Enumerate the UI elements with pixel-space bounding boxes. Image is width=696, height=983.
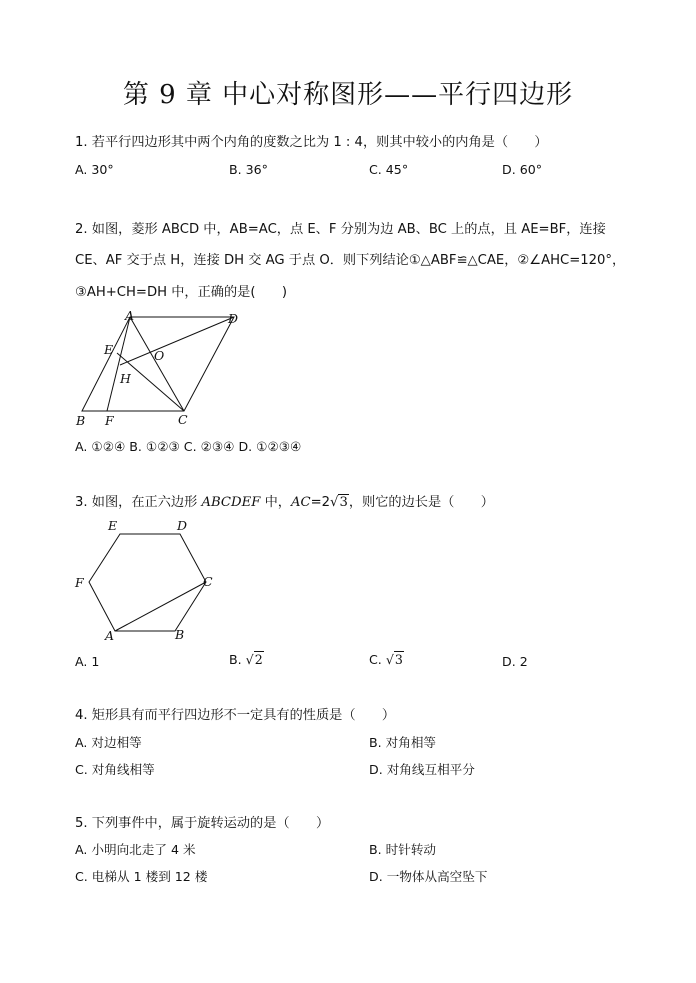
label-b: B bbox=[175, 627, 185, 642]
label-f: F bbox=[105, 413, 114, 428]
question-2-line-2: CE、AF 交于点 H，连接 DH 交 AG 于点 O．则下列结论①△ABF≌△CAE，②∠AHC=120°， bbox=[75, 253, 626, 268]
diagonal-ac bbox=[115, 582, 206, 631]
q3-mid: 中， bbox=[260, 495, 291, 510]
q3-option-c-sqrt: √3 bbox=[385, 652, 403, 667]
q3-option-d: D. 2 bbox=[502, 654, 528, 669]
label-a: A bbox=[105, 628, 115, 643]
q4-option-b: B. 对角相等 bbox=[369, 735, 437, 750]
question-4-text: 4. 矩形具有而平行四边形不一定具有的性质是（ ） bbox=[75, 708, 396, 723]
label-d: D bbox=[228, 311, 239, 326]
q5-option-a: A. 小明向北走了 4 米 bbox=[75, 842, 196, 857]
segment-af bbox=[107, 317, 130, 411]
label-f: F bbox=[75, 575, 84, 590]
q3-shape-name: ABCDEF bbox=[201, 495, 261, 510]
segment-dh bbox=[120, 317, 234, 365]
q4-option-d: D. 对角线互相平分 bbox=[369, 762, 475, 777]
label-o: O bbox=[154, 348, 165, 363]
question-5-text: 5. 下列事件中，属于旋转运动的是（ ） bbox=[75, 816, 330, 831]
q3-var: AC bbox=[290, 495, 311, 510]
hexagon-figure bbox=[70, 515, 220, 645]
q5-option-c: C. 电梯从 1 楼到 12 楼 bbox=[75, 869, 208, 884]
q3-option-b-radicand: 2 bbox=[254, 652, 263, 667]
question-2-line-1: 2. 如图，菱形 ABCD 中，AB=AC，点 E、F 分别为边 AB、BC 上的点，且 AE=BF，连接 bbox=[75, 222, 606, 237]
label-b: B bbox=[76, 413, 86, 428]
q3-option-a: A. 1 bbox=[75, 654, 100, 669]
q4-option-c: C. 对角线相等 bbox=[75, 762, 155, 777]
rhombus-figure bbox=[70, 308, 260, 432]
label-h: H bbox=[120, 371, 131, 386]
label-e: E bbox=[108, 518, 118, 533]
rhombus-outline bbox=[82, 317, 234, 411]
question-3-text bbox=[75, 496, 494, 509]
q3-option-b bbox=[229, 654, 264, 667]
q3-option-c-radicand: 3 bbox=[394, 652, 403, 667]
hexagon-outline bbox=[89, 534, 206, 631]
q3-prefix: 3. 如图，在正六边形 bbox=[75, 495, 202, 510]
q3-eq: =2 bbox=[310, 495, 331, 510]
label-a: A bbox=[125, 308, 135, 323]
rhombus-lines bbox=[82, 317, 234, 411]
question-2-line-3: ③AH+CH=DH 中，正确的是( ) bbox=[75, 285, 288, 300]
label-d: D bbox=[177, 518, 188, 533]
label-c: C bbox=[203, 574, 213, 589]
q4-option-a: A. 对边相等 bbox=[75, 735, 142, 750]
q3-option-c bbox=[369, 654, 404, 667]
page-title: 第 9 章 中心对称图形——平行四边形 bbox=[122, 80, 574, 110]
q3-option-b-sqrt: √2 bbox=[245, 652, 263, 667]
q1-option-d: D. 60° bbox=[502, 162, 543, 177]
q3-option-b-prefix: B. bbox=[229, 652, 246, 667]
q3-option-c-prefix: C. bbox=[369, 652, 386, 667]
label-c: C bbox=[178, 412, 188, 427]
diagonal-ac bbox=[130, 317, 184, 411]
q3-suffix: ，则它的边长是（ ） bbox=[348, 495, 494, 510]
label-e: E bbox=[104, 342, 114, 357]
q2-options: A. ①②④ B. ①②③ C. ②③④ D. ①②③④ bbox=[75, 439, 302, 454]
q1-option-b: B. 36° bbox=[229, 162, 268, 177]
q5-option-b: B. 时针转动 bbox=[369, 842, 437, 857]
question-1-text: 1. 若平行四边形其中两个内角的度数之比为 1 : 4，则其中较小的内角是（ ） bbox=[75, 135, 548, 150]
q1-option-c: C. 45° bbox=[369, 162, 409, 177]
q1-option-a: A. 30° bbox=[75, 162, 114, 177]
q3-radicand: 3 bbox=[339, 495, 348, 510]
q3-sqrt: √3 bbox=[330, 495, 348, 510]
q5-option-d: D. 一物体从高空坠下 bbox=[369, 869, 488, 884]
